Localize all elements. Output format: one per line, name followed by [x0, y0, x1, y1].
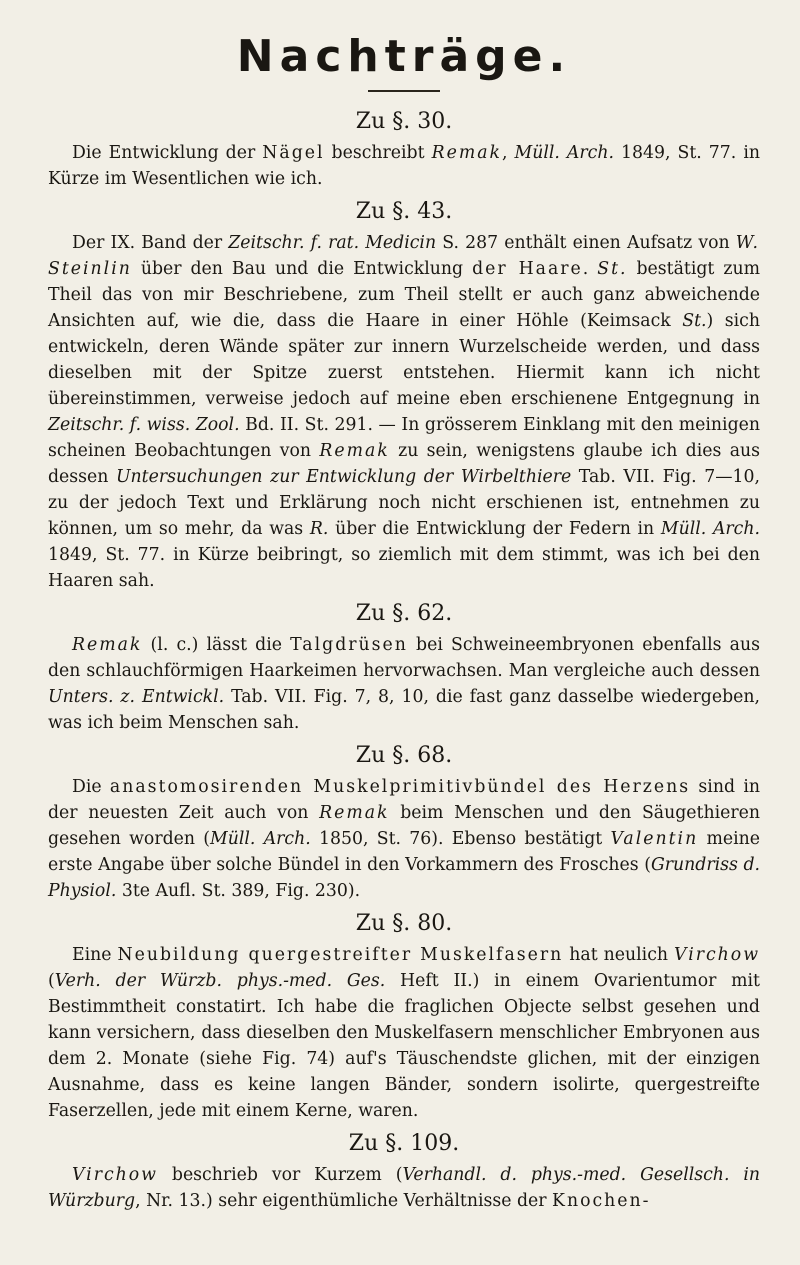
section-heading-43: Zu §. 43.	[355, 199, 453, 224]
section-text-68: Die anastomosirenden Muskelprimitivbündel des Herzens sind in der neuesten Zeit auch von Remak beim Menschen und den Säugethieren gesehen worden (Müll. Arch. 1850, St. 76). Ebenso bestätigt Valentin meine erste Angabe über solche Bündel in den Vorkammern des Frosches (Grundriss d. Physiol. 3te Aufl. St. 389, Fig. 230).	[48, 777, 760, 901]
title-rule	[368, 90, 440, 92]
section-heading-68: Zu §. 68.	[355, 743, 453, 768]
page	[48, 30, 760, 1214]
section-text-109: Virchow beschrieb vor Kurzem (Verhandl. d. phys.-med. Gesellsch. in Würzburg, Nr. 13.) sehr eigenthümliche Verhältnisse der Knochen-	[48, 1165, 760, 1211]
section-heading-109: Zu §. 109.	[348, 1131, 460, 1156]
section-text-80: Eine Neubildung quergestreifter Muskelfasern hat neulich Virchow (Verh. der Würzb. phys.-med. Ges. Heft II.) in einem Ovarientumor mit Bestimmtheit constatirt. Ich habe die fraglichen Objecte selbst gesehen und kann versichern, dass dieselben den Muskelfasern menschlicher Embryonen aus dem 2. Monate (siehe Fig. 74) auf's Täuschendste glichen, mit der einzigen Ausnahme, dass es keine langen Bänder, sondern isolirte, quergestreifte Faserzellen, jede mit einem Kerne, waren.	[48, 945, 760, 1121]
section-heading-30: Zu §. 30.	[355, 109, 453, 134]
page-title: Nachträge.	[236, 31, 572, 82]
section-heading-80: Zu §. 80.	[355, 911, 453, 936]
section-text-30: Die Entwicklung der Nägel beschreibt Remak, Müll. Arch. 1849, St. 77. in Kürze im Wesentlichen wie ich.	[48, 143, 760, 189]
section-heading-62: Zu §. 62.	[355, 601, 453, 626]
section-text-43: Der IX. Band der Zeitschr. f. rat. Medicin S. 287 enthält einen Aufsatz von W. Steinlin über den Bau und die Entwicklung der Haare. St. bestätigt zum Theil das von mir Beschriebene, zum Theil stellt er auch ganz abweichende Ansichten auf, wie die, dass die Haare in einer Höhle (Keimsack St.) sich entwickeln, deren Wände später zur innern Wurzelscheide werden, und dass dieselben mit der Spitze zuerst entstehen. Hiermit kann ich nicht übereinstimmen, verweise jedoch auf meine eben erschienene Entgegnung in Zeitschr. f. wiss. Zool. Bd. II. St. 291. — In grösserem Einklang mit den meinigen scheinen Beobachtungen von Remak zu sein, wenigstens glaube ich dies aus dessen Untersuchungen zur Entwicklung der Wirbelthiere Tab. VII. Fig. 7—10, zu der jedoch Text und Erklärung noch nicht erschienen ist, entnehmen zu können, um so mehr, da was R. über die Entwicklung der Federn in Müll. Arch. 1849, St. 77. in Kürze beibringt, so ziemlich mit dem stimmt, was ich bei den Haaren sah.	[48, 233, 761, 591]
section-text-62: Remak (l. c.) lässt die Talgdrüsen bei Schweineembryonen ebenfalls aus den schlauchförmigen Haarkeimen hervorwachsen. Man vergleiche auch dessen Unters. z. Entwickl. Tab. VII. Fig. 7, 8, 10, die fast ganz dasselbe wiedergeben, was ich beim Menschen sah.	[48, 635, 760, 733]
